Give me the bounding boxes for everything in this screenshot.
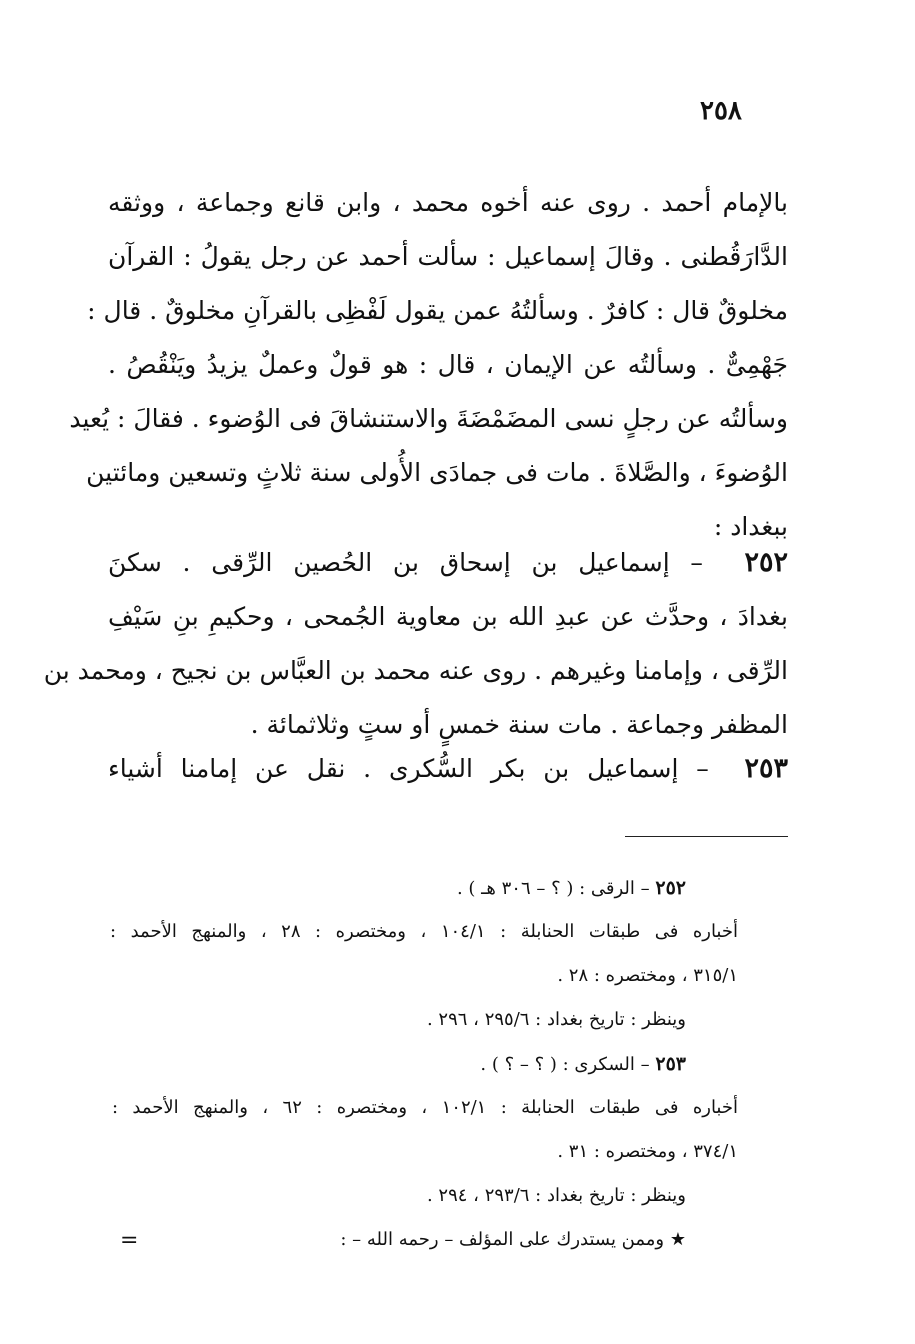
footnote-source: أخباره فى طبقات الحنابلة : ١٠٢/١ ، ومختصره : ٦٢ ، والمنهج الأحمد : — [112, 1097, 738, 1118]
entry-252 — [43, 536, 788, 752]
footnotes — [112, 866, 738, 1262]
text-line: وسألتُه عن رجلٍ نسى المضَمْضَةَ والاستنشاقَ فى الوُضوء . فقالَ : يُعيد — [69, 404, 788, 433]
entry-heading-line — [108, 536, 788, 590]
entry-heading-text: – إسماعيل بن إسحاق بن الحُصين الرِّقى . سكنَ — [108, 548, 703, 577]
footnote-source: وينظر : تاريخ بغداد : ٢٩٥/٦ ، ٢٩٦ . — [426, 1009, 686, 1030]
entry-number: ٢٥٢ — [744, 547, 788, 578]
text-line: مخلوقٌ قال : كافرٌ . وسألتُهُ عمن يقول لَفْظِى بالقرآنِ مخلوقٌ . قال : — [87, 296, 788, 325]
footnote-title-253 — [112, 1042, 738, 1086]
footnote-source: ٣٧٤/١ ، ومختصره : ٣١ . — [557, 1141, 738, 1162]
footnote-source: ٣١٥/١ ، ومختصره : ٢٨ . — [557, 965, 738, 986]
footnote-title-text: – الرقى : ( ؟ – ٣٠٦ هـ ) . — [456, 878, 650, 899]
text-line: بالإمام أحمد . روى عنه أخوه محمد ، وابن قانع وجماعة ، ووثقه — [108, 188, 788, 217]
footnote-source: وينظر : تاريخ بغداد : ٢٩٣/٦ ، ٢٩٤ . — [426, 1185, 686, 1206]
entry-heading-line — [108, 742, 788, 796]
text-line: الوُضوءَ ، والصَّلاةَ . مات فى جمادَى الأُولى سنة ثلاثٍ وتسعين ومائتين — [86, 458, 788, 487]
text-line: جَهْمِىٌّ . وسألتُه عن الإيمان ، قال : هو قولٌ وعملٌ يزيدُ ويَنْقُصُ . — [108, 350, 788, 379]
footnote-separator — [625, 836, 788, 837]
page-number: ٢٥٨ — [700, 96, 742, 126]
footnote-source: أخباره فى طبقات الحنابلة : ١٠٤/١ ، ومختصره : ٢٨ ، والمنهج الأحمد : — [110, 921, 738, 942]
footnote-title-252 — [112, 866, 738, 910]
text-line: المظفر وجماعة . مات سنة خمسٍ أو ستٍ وثلاثمائة . — [250, 710, 788, 739]
continuation-mark: = — [120, 1228, 139, 1253]
footnote-number: ٢٥٣ — [655, 1053, 686, 1075]
paragraph-1 — [69, 176, 788, 554]
entry-heading-text: – إسماعيل بن بكر السُّكرى . نقل عن إمامنا أشياء — [108, 754, 709, 783]
entry-253 — [108, 742, 788, 796]
text-line: ببغداد : — [713, 512, 788, 541]
entry-number: ٢٥٣ — [744, 753, 788, 784]
text-line: الرِّقى ، وإمامنا وغيرهم . روى عنه محمد بن العبَّاس بن نجيح ، ومحمد بن — [43, 656, 788, 685]
footnote-number: ٢٥٢ — [655, 877, 686, 899]
footnote-title-text: – السكرى : ( ؟ – ؟ ) . — [480, 1054, 650, 1075]
footnote-note: ★ وممن يستدرك على المؤلف – رحمه الله – : — [340, 1229, 686, 1250]
text-line: بغدادَ ، وحدَّث عن عبدِ الله بن معاوية الجُمحى ، وحكيمِ بنِ سَيْفِ — [108, 602, 788, 631]
text-line: الدَّارَقُطنى . وقالَ إسماعيل : سألت أحمد عن رجل يقولُ : القرآن — [108, 242, 788, 271]
